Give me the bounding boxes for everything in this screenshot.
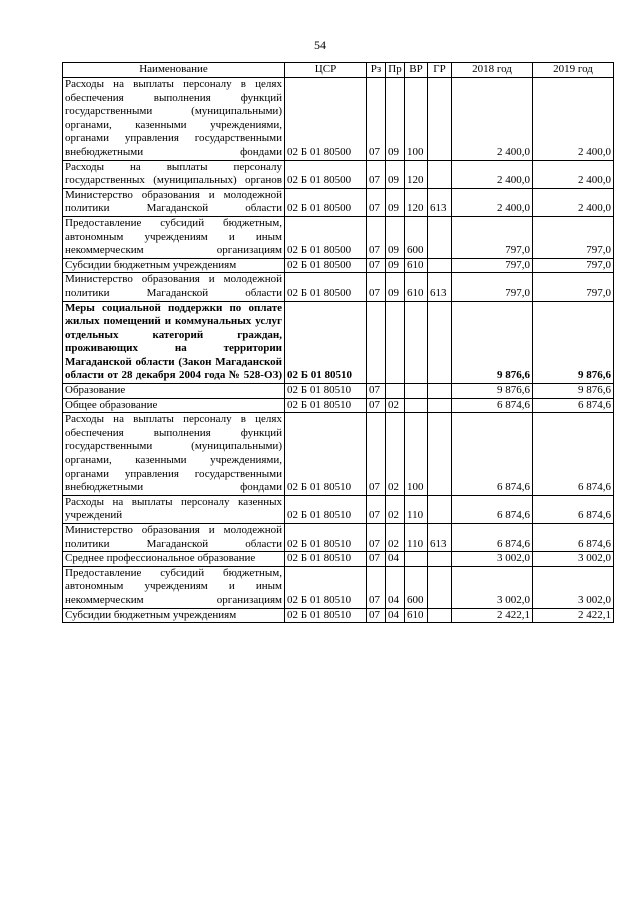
cell-2019: 2 400,0 xyxy=(533,188,614,216)
cell-pr xyxy=(386,301,405,384)
table-row xyxy=(63,495,614,523)
table-row xyxy=(63,384,614,399)
table-row xyxy=(63,608,614,623)
cell-2018: 2 422,1 xyxy=(452,608,533,623)
cell-vr: 100 xyxy=(405,413,428,496)
cell-pr: 09 xyxy=(386,273,405,301)
cell-rz: 07 xyxy=(367,566,386,608)
cell-rz: 07 xyxy=(367,78,386,161)
cell-rz: 07 xyxy=(367,160,386,188)
cell-csr: 02 Б 01 80510 xyxy=(285,398,367,413)
header-csr: ЦСР xyxy=(285,63,367,78)
cell-vr xyxy=(405,384,428,399)
cell-csr: 02 Б 01 80500 xyxy=(285,188,367,216)
cell-name: Предоставление субсидий бюджетным, автономным учреждениям и иным некоммерческим организациям xyxy=(63,566,285,608)
cell-pr: 02 xyxy=(386,398,405,413)
cell-name: Общее образование xyxy=(63,398,285,413)
cell-vr: 110 xyxy=(405,495,428,523)
cell-pr: 02 xyxy=(386,413,405,496)
cell-gr xyxy=(428,216,452,258)
cell-csr: 02 Б 01 80510 xyxy=(285,552,367,567)
cell-name: Министерство образования и молодежной политики Магаданской области xyxy=(63,188,285,216)
cell-2018: 797,0 xyxy=(452,258,533,273)
cell-2019: 6 874,6 xyxy=(533,413,614,496)
cell-pr: 09 xyxy=(386,160,405,188)
cell-name: Субсидии бюджетным учреждениям xyxy=(63,258,285,273)
cell-name: Субсидии бюджетным учреждениям xyxy=(63,608,285,623)
cell-gr xyxy=(428,398,452,413)
cell-pr: 04 xyxy=(386,552,405,567)
cell-pr: 02 xyxy=(386,524,405,552)
cell-2018: 2 400,0 xyxy=(452,188,533,216)
cell-csr: 02 Б 01 80510 xyxy=(285,495,367,523)
cell-rz: 07 xyxy=(367,273,386,301)
cell-2018: 9 876,6 xyxy=(452,301,533,384)
table-body xyxy=(63,78,614,623)
cell-2018: 6 874,6 xyxy=(452,413,533,496)
budget-table xyxy=(62,62,614,623)
cell-name: Меры социальной поддержки по оплате жилых помещений и коммунальных услуг отдельных категорий граждан, проживающих на территории Магаданской области (Закон Магаданской области от 28 декабря 2004 года № 528-ОЗ) xyxy=(63,301,285,384)
cell-pr: 09 xyxy=(386,216,405,258)
cell-name: Образование xyxy=(63,384,285,399)
cell-vr: 600 xyxy=(405,566,428,608)
cell-gr xyxy=(428,413,452,496)
table-row xyxy=(63,524,614,552)
table-row xyxy=(63,566,614,608)
cell-name: Министерство образования и молодежной политики Магаданской области xyxy=(63,524,285,552)
cell-2019: 9 876,6 xyxy=(533,384,614,399)
cell-rz: 07 xyxy=(367,216,386,258)
cell-pr: 04 xyxy=(386,608,405,623)
cell-vr: 610 xyxy=(405,608,428,623)
table-header-row xyxy=(63,63,614,78)
cell-csr: 02 Б 01 80500 xyxy=(285,273,367,301)
cell-gr: 613 xyxy=(428,188,452,216)
table-row xyxy=(63,301,614,384)
cell-2019: 9 876,6 xyxy=(533,301,614,384)
cell-gr xyxy=(428,566,452,608)
table-row xyxy=(63,216,614,258)
cell-2018: 2 400,0 xyxy=(452,160,533,188)
cell-2018: 9 876,6 xyxy=(452,384,533,399)
cell-vr: 100 xyxy=(405,78,428,161)
cell-csr: 02 Б 01 80510 xyxy=(285,384,367,399)
cell-pr: 09 xyxy=(386,78,405,161)
cell-rz: 07 xyxy=(367,524,386,552)
header-vr: ВР xyxy=(405,63,428,78)
header-rz: Рз xyxy=(367,63,386,78)
cell-rz: 07 xyxy=(367,608,386,623)
cell-vr: 610 xyxy=(405,258,428,273)
cell-gr xyxy=(428,608,452,623)
cell-2019: 2 400,0 xyxy=(533,160,614,188)
cell-csr: 02 Б 01 80510 xyxy=(285,413,367,496)
table-row xyxy=(63,552,614,567)
cell-2019: 797,0 xyxy=(533,216,614,258)
cell-pr: 09 xyxy=(386,258,405,273)
cell-gr xyxy=(428,495,452,523)
cell-pr: 02 xyxy=(386,495,405,523)
cell-gr xyxy=(428,160,452,188)
cell-2018: 2 400,0 xyxy=(452,78,533,161)
cell-2018: 6 874,6 xyxy=(452,398,533,413)
cell-csr: 02 Б 01 80510 xyxy=(285,524,367,552)
cell-name: Предоставление субсидий бюджетным, автономным учреждениям и иным некоммерческим организациям xyxy=(63,216,285,258)
cell-vr xyxy=(405,552,428,567)
cell-name: Расходы на выплаты персоналу государственных (муниципальных) органов xyxy=(63,160,285,188)
table-row xyxy=(63,188,614,216)
cell-vr: 120 xyxy=(405,160,428,188)
cell-2019: 6 874,6 xyxy=(533,524,614,552)
cell-vr: 610 xyxy=(405,273,428,301)
cell-rz: 07 xyxy=(367,495,386,523)
cell-csr: 02 Б 01 80510 xyxy=(285,608,367,623)
cell-2018: 3 002,0 xyxy=(452,552,533,567)
cell-2019: 2 400,0 xyxy=(533,78,614,161)
cell-2019: 2 422,1 xyxy=(533,608,614,623)
cell-pr xyxy=(386,384,405,399)
cell-rz: 07 xyxy=(367,552,386,567)
cell-csr: 02 Б 01 80510 xyxy=(285,301,367,384)
cell-rz: 07 xyxy=(367,384,386,399)
cell-pr: 04 xyxy=(386,566,405,608)
cell-2019: 6 874,6 xyxy=(533,495,614,523)
cell-2019: 797,0 xyxy=(533,273,614,301)
cell-name: Расходы на выплаты персоналу в целях обеспечения выполнения функций государственными (муниципальными) органами, казенными учреждениями, органами управления государственными внебюджетными фондами xyxy=(63,413,285,496)
cell-2019: 3 002,0 xyxy=(533,552,614,567)
cell-rz: 07 xyxy=(367,398,386,413)
cell-name: Министерство образования и молодежной политики Магаданской области xyxy=(63,273,285,301)
header-pr: Пр xyxy=(386,63,405,78)
cell-csr: 02 Б 01 80500 xyxy=(285,216,367,258)
cell-vr xyxy=(405,398,428,413)
page-number: 54 xyxy=(314,38,326,52)
table-row xyxy=(63,413,614,496)
table-row xyxy=(63,273,614,301)
cell-csr: 02 Б 01 80500 xyxy=(285,78,367,161)
cell-2018: 3 002,0 xyxy=(452,566,533,608)
header-gr: ГР xyxy=(428,63,452,78)
cell-gr xyxy=(428,384,452,399)
cell-gr xyxy=(428,258,452,273)
cell-vr xyxy=(405,301,428,384)
table-row xyxy=(63,398,614,413)
cell-2019: 3 002,0 xyxy=(533,566,614,608)
cell-csr: 02 Б 01 80510 xyxy=(285,566,367,608)
cell-rz: 07 xyxy=(367,258,386,273)
cell-csr: 02 Б 01 80500 xyxy=(285,258,367,273)
header-2019: 2019 год xyxy=(533,63,614,78)
cell-gr xyxy=(428,552,452,567)
table-row xyxy=(63,258,614,273)
cell-vr: 600 xyxy=(405,216,428,258)
cell-2019: 797,0 xyxy=(533,258,614,273)
cell-2018: 6 874,6 xyxy=(452,524,533,552)
cell-2019: 6 874,6 xyxy=(533,398,614,413)
cell-pr: 09 xyxy=(386,188,405,216)
cell-name: Среднее профессиональное образование xyxy=(63,552,285,567)
cell-vr: 110 xyxy=(405,524,428,552)
table-row xyxy=(63,78,614,161)
cell-name: Расходы на выплаты персоналу казенных учреждений xyxy=(63,495,285,523)
header-2018: 2018 год xyxy=(452,63,533,78)
cell-name: Расходы на выплаты персоналу в целях обеспечения выполнения функций государственными (муниципальными) органами, казенными учреждениями, органами управления государственными внебюджетными фондами xyxy=(63,78,285,161)
cell-gr xyxy=(428,301,452,384)
cell-vr: 120 xyxy=(405,188,428,216)
table-row xyxy=(63,160,614,188)
cell-2018: 797,0 xyxy=(452,273,533,301)
cell-2018: 797,0 xyxy=(452,216,533,258)
cell-gr xyxy=(428,78,452,161)
cell-rz: 07 xyxy=(367,413,386,496)
cell-gr: 613 xyxy=(428,524,452,552)
cell-2018: 6 874,6 xyxy=(452,495,533,523)
cell-csr: 02 Б 01 80500 xyxy=(285,160,367,188)
header-name: Наименование xyxy=(63,63,285,78)
cell-rz: 07 xyxy=(367,188,386,216)
cell-gr: 613 xyxy=(428,273,452,301)
cell-rz xyxy=(367,301,386,384)
